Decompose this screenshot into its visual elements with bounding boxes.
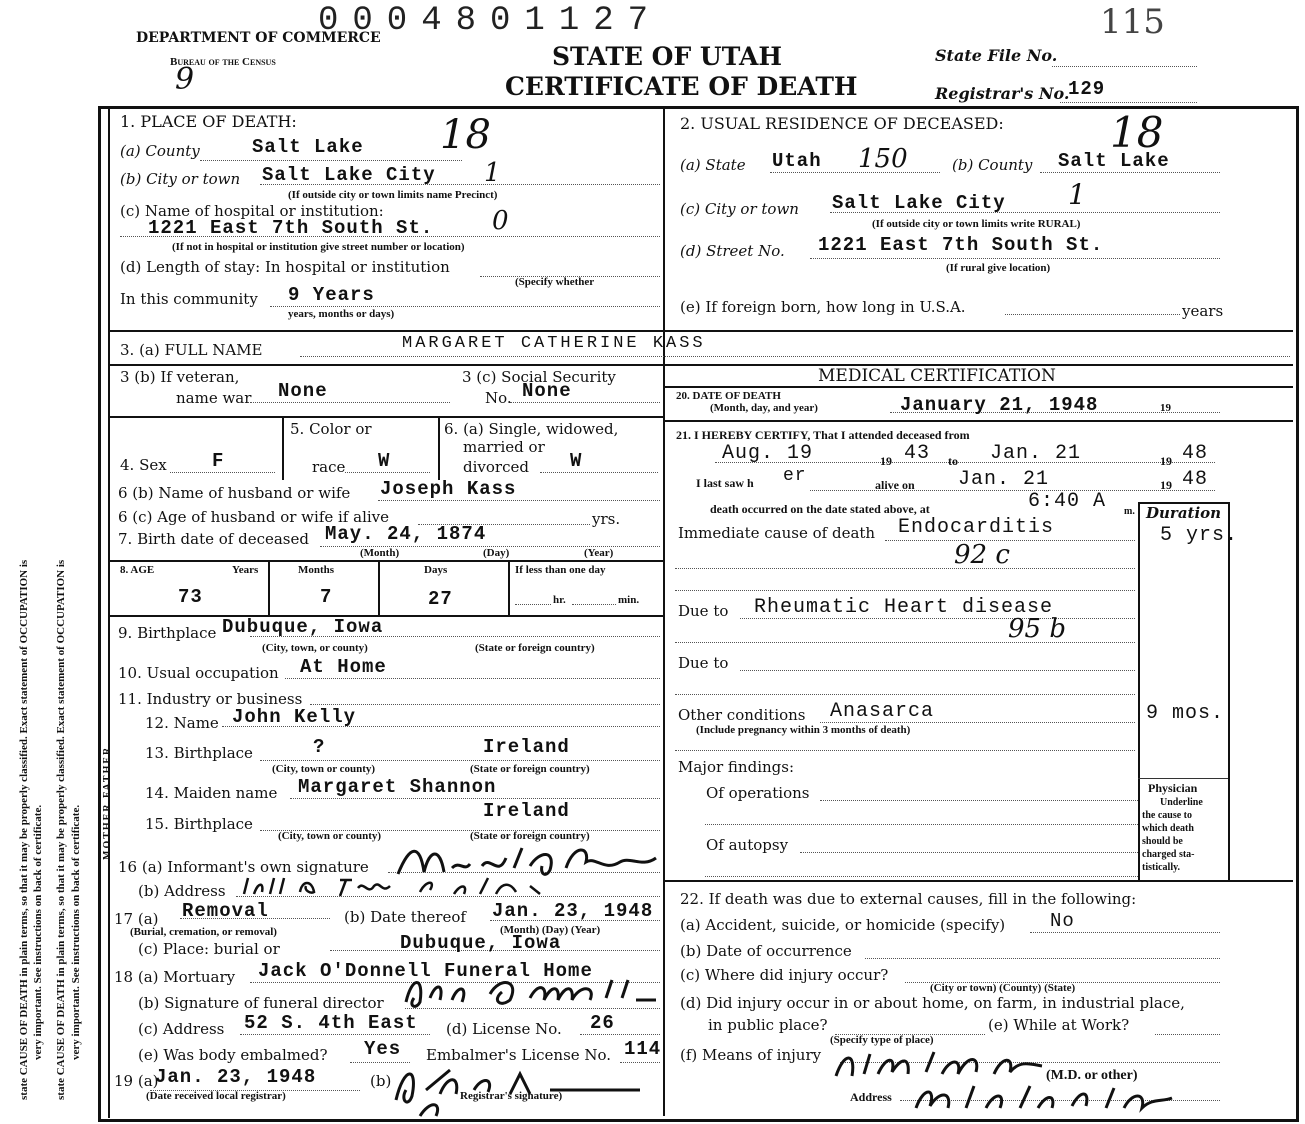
birthdate: May. 24, 1874 bbox=[325, 523, 487, 545]
ssn-label-2: No. bbox=[485, 389, 512, 407]
death-county-code: 18 bbox=[440, 112, 491, 158]
parents-side-label: MOTHER FATHER bbox=[102, 745, 113, 860]
immediate-duration: 5 yrs. bbox=[1160, 524, 1239, 547]
mother-birthplace-country: Ireland bbox=[483, 800, 570, 822]
physician-address-handwriting bbox=[910, 1080, 1180, 1120]
death-city-code: 1 bbox=[484, 158, 501, 188]
ssn: None bbox=[522, 380, 572, 402]
death-city-label: (b) City or town bbox=[120, 170, 241, 188]
time-of-death: 6:40 A bbox=[1028, 490, 1107, 513]
age-hours-label: hr. bbox=[553, 594, 566, 606]
disposition-note: (Burial, cremation, or removal) bbox=[130, 926, 277, 938]
department-name: DEPARTMENT OF COMMERCE bbox=[136, 30, 381, 46]
due-to-1-code: 95 b bbox=[1008, 614, 1066, 644]
of-autopsy-label: Of autopsy bbox=[706, 836, 789, 854]
due-to-2-label: Due to bbox=[678, 654, 729, 672]
medical-heading: MEDICAL CERTIFICATION bbox=[818, 366, 1056, 386]
residence-street-label: (d) Street No. bbox=[680, 242, 785, 260]
father-name: John Kelly bbox=[232, 706, 357, 728]
registrar-date-label: 19 (a) bbox=[114, 1072, 159, 1090]
residence-heading: 2. USUAL RESIDENCE OF DECEASED: bbox=[680, 114, 1004, 133]
mortuary-address-label: (c) Address bbox=[138, 1020, 225, 1038]
veteran-war: None bbox=[278, 380, 328, 402]
certify-label: 21. I HEREBY CERTIFY, That I attended deceased from bbox=[676, 428, 970, 442]
other-conditions: Anasarca bbox=[830, 700, 935, 723]
residence-street: 1221 East 7th South St. bbox=[818, 234, 1104, 256]
embalmed: Yes bbox=[364, 1038, 402, 1060]
burial-date-note: (Month) (Day) (Year) bbox=[500, 924, 601, 936]
state-file-label: State File No. bbox=[935, 46, 1058, 65]
attended-from: Aug. 19 bbox=[722, 442, 814, 465]
side-note-1: state CAUSE OF DEATH in plain terms, so that it may be properly classified. Exact statement of OCCUPATION is bbox=[18, 559, 30, 1100]
age-label: 8. AGE bbox=[120, 564, 155, 576]
duration-label: Duration bbox=[1146, 504, 1222, 522]
physician-note-6: charged sta- bbox=[1142, 849, 1195, 860]
birthplace-label: 9. Birthplace bbox=[118, 624, 217, 642]
m-label: m. bbox=[1124, 506, 1135, 517]
residence-county-code: 18 bbox=[1110, 108, 1164, 157]
birthdate-day-note: (Day) bbox=[483, 547, 510, 559]
stay-label: (d) Length of stay: In hospital or institution bbox=[120, 258, 450, 276]
embalmed-label: (e) Was body embalmed? bbox=[138, 1046, 328, 1064]
age-years: 73 bbox=[178, 586, 203, 608]
alive-on-19: 19 bbox=[1160, 478, 1172, 492]
sex: F bbox=[212, 450, 225, 472]
alive-on-year: 48 bbox=[1182, 468, 1209, 491]
age-less-header: If less than one day bbox=[515, 564, 606, 576]
residence-county: Salt Lake bbox=[1058, 150, 1170, 172]
attended-from-year: 43 bbox=[904, 442, 931, 465]
attended-to-label: to bbox=[948, 454, 958, 468]
while-at-work-label: (e) While at Work? bbox=[988, 1016, 1130, 1034]
time-of-death-label: death occurred on the date stated above, at bbox=[710, 502, 930, 516]
specify-place-note: (Specify type of place) bbox=[830, 1034, 934, 1046]
physician-note-1: Physician bbox=[1148, 781, 1198, 795]
alive-on: Jan. 21 bbox=[958, 468, 1050, 491]
means-label: (f) Means of injury bbox=[680, 1046, 822, 1064]
license-number: 26 bbox=[590, 1012, 615, 1034]
registrar-received-date: Jan. 23, 1948 bbox=[155, 1066, 317, 1088]
registrar-label: Registrar's No. bbox=[935, 84, 1070, 103]
residence-state: Utah bbox=[772, 150, 822, 172]
physician-note-4: which death bbox=[1142, 823, 1194, 834]
physician-note-7: tistically. bbox=[1142, 862, 1181, 873]
mother-state-note: (State or foreign country) bbox=[470, 830, 590, 842]
registrar-signature bbox=[390, 1060, 670, 1120]
due-to-1-label: Due to bbox=[678, 602, 729, 620]
father-city-note: (City, town or county) bbox=[272, 763, 376, 775]
residence-county-label: (b) County bbox=[952, 156, 1033, 174]
certificate-title: CERTIFICATE OF DEATH bbox=[505, 72, 858, 101]
other-conditions-label: Other conditions bbox=[678, 706, 806, 724]
place-of-death-heading: 1. PLACE OF DEATH: bbox=[120, 112, 297, 131]
hospital-label: (c) Name of hospital or institution: bbox=[120, 202, 384, 220]
where-note: (City or town) (County) (State) bbox=[930, 982, 1076, 994]
state-title: STATE OF UTAH bbox=[552, 42, 782, 71]
community-note: years, months or days) bbox=[288, 308, 395, 320]
hospital-note: (If not in hospital or institution give street number or location) bbox=[172, 241, 465, 253]
residence-city-code: 1 bbox=[1068, 178, 1086, 211]
occupation: At Home bbox=[300, 656, 387, 678]
embalmer-license-label: Embalmer's License No. bbox=[426, 1046, 612, 1064]
date-of-death-label-1: 20. DATE OF DEATH bbox=[676, 390, 781, 402]
signature-note: (M.D. or other) bbox=[1046, 1068, 1138, 1083]
residence-state-label: (a) State bbox=[680, 156, 746, 174]
birthplace-city-note: (City, town, or county) bbox=[262, 642, 368, 654]
community-label: In this community bbox=[120, 290, 258, 308]
side-note-2: very important. See instructions on back of certificate. bbox=[32, 804, 44, 1060]
burial-place-label: (c) Place: burial or bbox=[138, 940, 280, 958]
age-minutes-label: min. bbox=[618, 594, 640, 606]
alive-on-label: alive on bbox=[875, 478, 915, 492]
immediate-cause: Endocarditis bbox=[898, 516, 1055, 539]
mother-birthplace-label: 15. Birthplace bbox=[145, 815, 253, 833]
corner-mark: 9 bbox=[175, 62, 195, 97]
ssn-label-1: 3 (c) Social Security bbox=[462, 368, 616, 386]
age-days-header: Days bbox=[424, 564, 448, 576]
license-label: (d) License No. bbox=[446, 1020, 562, 1038]
burial-date-label: (b) Date thereof bbox=[344, 908, 466, 926]
spouse-age-label: 6 (c) Age of husband or wife if alive bbox=[118, 508, 390, 526]
external-heading: 22. If death was due to external causes, fill in the following: bbox=[680, 890, 1137, 908]
informant-address-label: (b) Address bbox=[138, 882, 226, 900]
last-saw-label: I last saw h bbox=[696, 476, 754, 490]
accident-label: (a) Accident, suicide, or homicide (specify) bbox=[680, 916, 1006, 934]
marital-label-2: married or bbox=[463, 438, 545, 456]
sex-label: 4. Sex bbox=[120, 456, 167, 474]
side-note-4: very important. See instructions on back of certificate. bbox=[70, 804, 82, 1060]
embalmer-license: 114 bbox=[624, 1038, 662, 1060]
registrar-signature-note: Registrar's signature) bbox=[460, 1090, 563, 1102]
color-race: W bbox=[378, 450, 391, 472]
registrar-date-note: (Date received local registrar) bbox=[146, 1090, 286, 1102]
last-saw-suffix: er bbox=[783, 466, 807, 486]
date-of-death-label-2: (Month, day, and year) bbox=[710, 402, 818, 414]
date-of-occurrence-label: (b) Date of occurrence bbox=[680, 942, 852, 960]
age-months-header: Months bbox=[298, 564, 335, 576]
physician-note-2: Underline bbox=[1160, 797, 1203, 808]
hospital-code: 0 bbox=[492, 206, 509, 236]
residence-city: Salt Lake City bbox=[832, 192, 1006, 214]
birthdate-month-note: (Month) bbox=[360, 547, 400, 559]
disposition: Removal bbox=[182, 900, 269, 922]
serial-number: 0004801127 bbox=[318, 2, 663, 40]
mother-name-label: 14. Maiden name bbox=[145, 784, 278, 802]
community-duration: 9 Years bbox=[288, 284, 375, 306]
death-city: Salt Lake City bbox=[262, 164, 436, 186]
death-county: Salt Lake bbox=[252, 136, 364, 158]
attended-to-19: 19 bbox=[1160, 454, 1172, 468]
home-label-2: in public place? bbox=[708, 1016, 828, 1034]
address-label: Address bbox=[850, 1090, 892, 1104]
death-city-note: (If outside city or town limits name Precinct) bbox=[288, 189, 498, 201]
spouse-name: Joseph Kass bbox=[380, 478, 517, 500]
mortuary-address: 52 S. 4th East bbox=[244, 1012, 418, 1034]
veteran-label-2: name war bbox=[176, 389, 252, 407]
attended-from-19: 19 bbox=[880, 454, 892, 468]
birthdate-year-note: (Year) bbox=[584, 547, 614, 559]
mother-city-note: (City, town or county) bbox=[278, 830, 382, 842]
other-conditions-note: (Include pregnancy within 3 months of death) bbox=[696, 724, 911, 736]
foreign-born-label: (e) If foreign born, how long in U.S.A. bbox=[680, 298, 966, 316]
occupation-label: 10. Usual occupation bbox=[118, 664, 279, 682]
color-label-2: race bbox=[312, 458, 346, 476]
birthplace: Dubuque, Iowa bbox=[222, 616, 384, 638]
residence-city-note: (If outside city or town limits write RURAL) bbox=[872, 218, 1081, 230]
death-county-label: (a) County bbox=[120, 142, 200, 160]
full-name: MARGARET CATHERINE KASS bbox=[402, 334, 706, 353]
marital-status: W bbox=[570, 450, 583, 472]
informant-address-handwriting bbox=[240, 872, 550, 902]
immediate-cause-label: Immediate cause of death bbox=[678, 524, 876, 542]
other-conditions-duration: 9 mos. bbox=[1146, 702, 1225, 725]
physician-note-5: should be bbox=[1142, 836, 1183, 847]
hospital-name: 1221 East 7th South St. bbox=[148, 217, 434, 239]
mortuary: Jack O'Donnell Funeral Home bbox=[258, 960, 593, 982]
major-findings-label: Major findings: bbox=[678, 758, 795, 776]
years-label: years bbox=[1182, 302, 1224, 320]
accident-value: No bbox=[1050, 910, 1075, 932]
side-note-3: state CAUSE OF DEATH in plain terms, so that it may be properly classified. Exact statement of OCCUPATION is bbox=[55, 559, 67, 1100]
home-label-1: (d) Did injury occur in or about home, on farm, in industrial place, bbox=[680, 994, 1185, 1012]
father-birthplace-city: ? bbox=[313, 736, 326, 758]
birthdate-label: 7. Birth date of deceased bbox=[118, 530, 309, 548]
physician-note-3: the cause to bbox=[1142, 810, 1192, 821]
father-state-note: (State or foreign country) bbox=[470, 763, 590, 775]
marital-label-3: divorced bbox=[463, 458, 529, 476]
residence-city-label: (c) City or town bbox=[680, 200, 799, 218]
burial-place: Dubuque, Iowa bbox=[400, 932, 562, 954]
spouse-label: 6 (b) Name of husband or wife bbox=[118, 484, 351, 502]
date-of-death-19: 19 bbox=[1160, 402, 1171, 414]
immediate-cause-code: 92 c bbox=[954, 540, 1010, 570]
informant-signature-label: 16 (a) Informant's own signature bbox=[118, 858, 369, 876]
age-days: 27 bbox=[428, 588, 453, 610]
funeral-director-label: (b) Signature of funeral director bbox=[138, 994, 384, 1012]
birthplace-state-note: (State or foreign country) bbox=[475, 642, 595, 654]
father-birthplace-country: Ireland bbox=[483, 736, 570, 758]
residence-state-code: 150 bbox=[858, 144, 908, 174]
veteran-label-1: 3 (b) If veteran, bbox=[120, 368, 240, 386]
age-years-header: Years bbox=[232, 564, 259, 576]
funeral-director-signature bbox=[400, 972, 662, 1012]
registrar-number: 129 bbox=[1068, 78, 1106, 100]
where-label: (c) Where did injury occur? bbox=[680, 966, 889, 984]
registrar-signature-label: (b) bbox=[370, 1072, 392, 1090]
page-number: 115 bbox=[1100, 2, 1165, 42]
father-birthplace-label: 13. Birthplace bbox=[145, 744, 253, 762]
due-to-1: Rheumatic Heart disease bbox=[754, 596, 1054, 619]
burial-date: Jan. 23, 1948 bbox=[492, 900, 654, 922]
industry-label: 11. Industry or business bbox=[118, 690, 303, 708]
attended-to: Jan. 21 bbox=[990, 442, 1082, 465]
full-name-label: 3. (a) FULL NAME bbox=[120, 341, 263, 359]
of-operations-label: Of operations bbox=[706, 784, 810, 802]
bureau-name: Bureau of the Census bbox=[170, 56, 276, 68]
marital-label-1: 6. (a) Single, widowed, bbox=[444, 420, 619, 438]
age-months: 7 bbox=[320, 586, 333, 608]
date-of-death: January 21, 1948 bbox=[900, 394, 1099, 416]
mortuary-label: 18 (a) Mortuary bbox=[114, 968, 236, 986]
attended-to-year: 48 bbox=[1182, 442, 1209, 465]
father-name-label: 12. Name bbox=[145, 714, 219, 732]
specify-note: (Specify whether bbox=[515, 276, 595, 288]
residence-street-note: (If rural give location) bbox=[946, 262, 1051, 274]
color-label-1: 5. Color or bbox=[290, 420, 372, 438]
spouse-age-yrs: yrs. bbox=[592, 510, 621, 528]
mother-maiden-name: Margaret Shannon bbox=[298, 776, 497, 798]
disposition-label: 17 (a) bbox=[114, 910, 159, 928]
